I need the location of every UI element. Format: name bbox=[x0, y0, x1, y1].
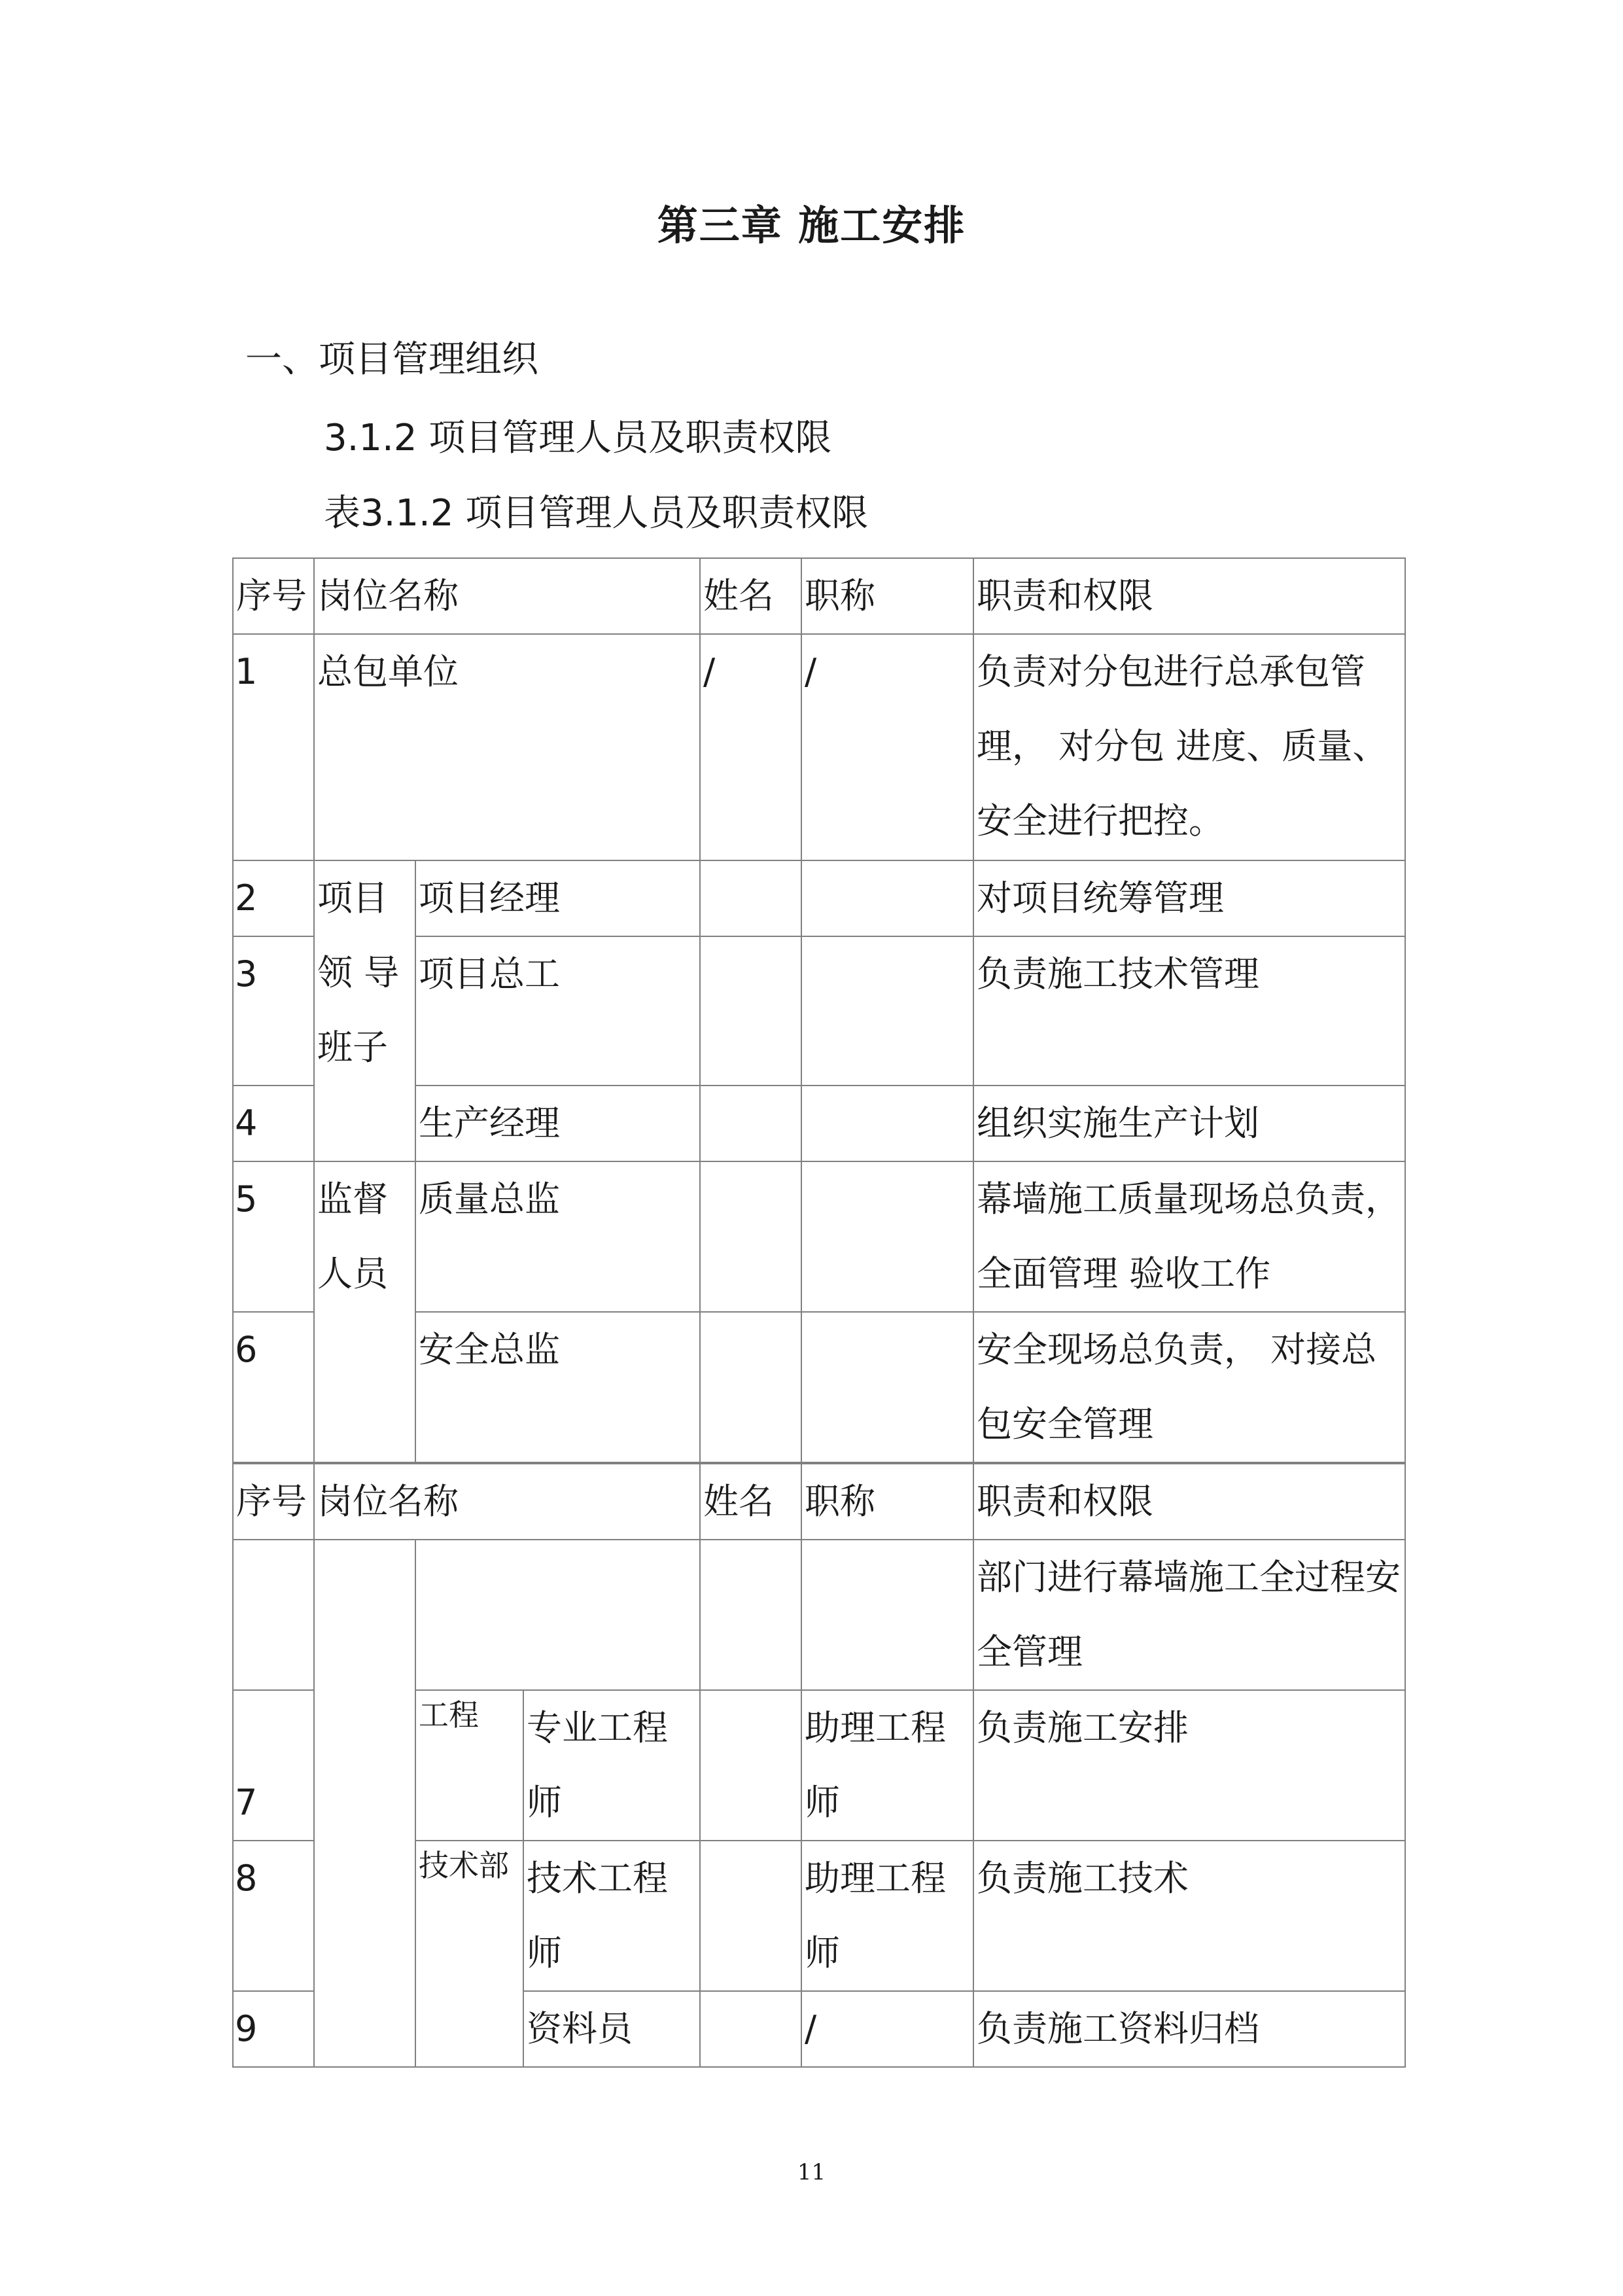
row-name bbox=[700, 1161, 801, 1312]
header-name: 姓名 bbox=[700, 1464, 801, 1540]
page-title: 第三章 施工安排 bbox=[657, 202, 966, 249]
row-seq: 3 bbox=[233, 936, 314, 1086]
row-seq: 5 bbox=[233, 1161, 314, 1312]
table-header-row bbox=[233, 558, 1405, 634]
row-duty: 负责施工安排 bbox=[973, 1690, 1405, 1841]
row-name bbox=[700, 1991, 801, 2067]
row-rank bbox=[801, 1161, 973, 1312]
group-supervision: 监督人员 bbox=[314, 1161, 415, 1462]
row-rank bbox=[801, 1312, 973, 1462]
row-seq: 4 bbox=[233, 1086, 314, 1161]
header-position: 岗位名称 bbox=[314, 558, 700, 634]
header-rank: 职称 bbox=[801, 1464, 973, 1540]
header-duty: 职责和权限 bbox=[973, 558, 1405, 634]
row-duty: 负责施工技术 bbox=[973, 1841, 1405, 1991]
row-name: / bbox=[700, 634, 801, 860]
row-name bbox=[700, 860, 801, 936]
table-header-row bbox=[233, 1464, 1405, 1540]
table-caption: 表3.1.2 项目管理人员及职责权限 bbox=[324, 492, 869, 535]
row-rank bbox=[801, 1540, 973, 1690]
table-row bbox=[233, 634, 1405, 860]
row-name bbox=[700, 1086, 801, 1161]
row-seq: 9 bbox=[233, 1991, 314, 2067]
row-rank bbox=[801, 860, 973, 936]
row-position: 项目总工 bbox=[415, 936, 700, 1086]
row-seq: 2 bbox=[233, 860, 314, 936]
table-row bbox=[233, 1161, 1405, 1312]
row-duty: 对项目统筹管理 bbox=[973, 860, 1405, 936]
row-rank: 助理工程师 bbox=[801, 1841, 973, 1991]
row-duty: 部门进行幕墙施工全过程安全管理 bbox=[973, 1540, 1405, 1690]
page-number: 11 bbox=[797, 2159, 826, 2185]
header-name: 姓名 bbox=[700, 558, 801, 634]
row-position: 安全总监 bbox=[415, 1312, 700, 1462]
staff-table-part2 bbox=[232, 1463, 1406, 2068]
row-seq: 1 bbox=[233, 634, 314, 860]
row-seq: 8 bbox=[233, 1841, 314, 1991]
row-position: 总包单位 bbox=[314, 634, 700, 860]
row-rank: / bbox=[801, 1991, 973, 2067]
row-seq: 7 bbox=[233, 1690, 314, 1841]
section-heading: 一、项目管理组织 bbox=[245, 338, 538, 381]
row-name bbox=[700, 1312, 801, 1462]
row-seq bbox=[233, 1540, 314, 1690]
table-row bbox=[233, 1540, 1405, 1690]
row-name bbox=[700, 1841, 801, 1991]
header-seq: 序号 bbox=[233, 1464, 314, 1540]
row-duty: 幕墙施工质量现场总负责，全面管理 验收工作 bbox=[973, 1161, 1405, 1312]
subsection-heading: 3.1.2 项目管理人员及职责权限 bbox=[324, 417, 832, 459]
row-position: 技术工程师 bbox=[523, 1841, 700, 1991]
row-position bbox=[415, 1540, 700, 1690]
row-position: 质量总监 bbox=[415, 1161, 700, 1312]
row-position: 资料员 bbox=[523, 1991, 700, 2067]
row-duty: 负责施工技术管理 bbox=[973, 936, 1405, 1086]
row-position: 项目经理 bbox=[415, 860, 700, 936]
row-rank: 助理工程师 bbox=[801, 1690, 973, 1841]
row-rank: / bbox=[801, 634, 973, 860]
row-duty: 组织实施生产计划 bbox=[973, 1086, 1405, 1161]
staff-table-part1 bbox=[232, 557, 1406, 1463]
row-duty: 负责施工资料归档 bbox=[973, 1991, 1405, 2067]
dept-engineering: 工程 bbox=[415, 1690, 523, 1841]
row-position: 生产经理 bbox=[415, 1086, 700, 1161]
group-leadership: 项目领 导班子 bbox=[314, 860, 415, 1161]
row-rank bbox=[801, 936, 973, 1086]
dept-technical: 技术部 bbox=[415, 1841, 523, 2067]
row-name bbox=[700, 1690, 801, 1841]
table-row bbox=[233, 860, 1405, 936]
row-name bbox=[700, 936, 801, 1086]
row-duty: 负责对分包进行总承包管理， 对分包 进度、质量、安全进行把控。 bbox=[973, 634, 1405, 860]
header-position: 岗位名称 bbox=[314, 1464, 700, 1540]
header-rank: 职称 bbox=[801, 558, 973, 634]
row-position: 专业工程师 bbox=[523, 1690, 700, 1841]
header-seq: 序号 bbox=[233, 558, 314, 634]
row-rank bbox=[801, 1086, 973, 1161]
row-name bbox=[700, 1540, 801, 1690]
row-seq: 6 bbox=[233, 1312, 314, 1462]
group-cell bbox=[314, 1540, 415, 2067]
row-duty: 安全现场总负责， 对接总包安全管理 bbox=[973, 1312, 1405, 1462]
header-duty: 职责和权限 bbox=[973, 1464, 1405, 1540]
